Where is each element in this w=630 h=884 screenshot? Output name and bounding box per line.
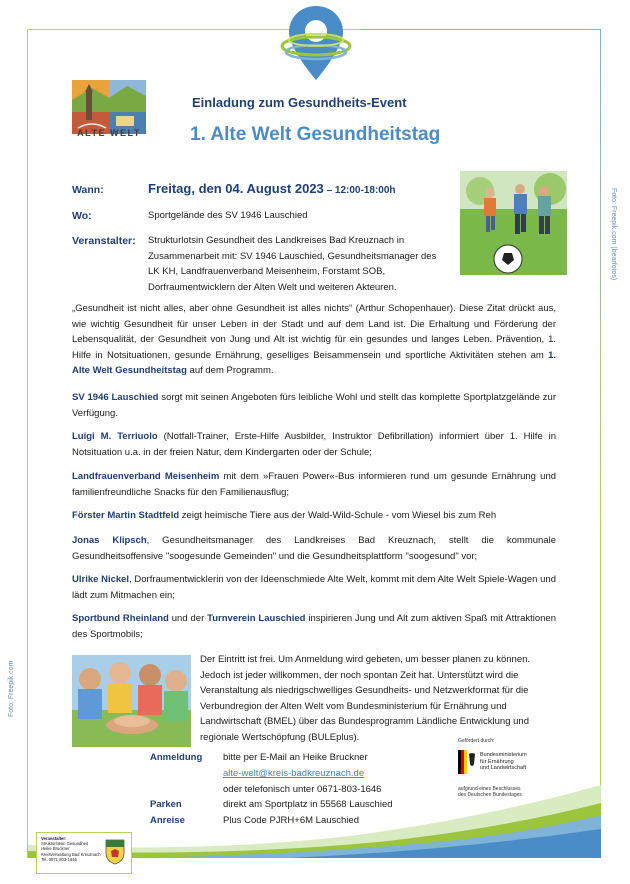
p5-text: , Gesundheitsmanager des Landkreises Bad Kreuznach, stellt die kommunale Gesundheitsoffensive "soogesunde Gemeinden" und die Gesundheitsplattform "soogesund" vor; bbox=[72, 535, 556, 562]
ministry-name-3: und Landwirtschaft bbox=[480, 765, 527, 771]
funded-by-label: Gefördert durch: bbox=[458, 738, 495, 744]
when-label: Wann: bbox=[72, 184, 104, 196]
event-subtitle: Einladung zum Gesundheits-Event bbox=[192, 95, 407, 110]
where-label: Wo: bbox=[72, 210, 92, 222]
p7-text: inspirieren Jung und Alt zum aktiven Spaß mit Attraktionen des Sportmobils; bbox=[72, 613, 556, 640]
p1-name: SV 1946 Lauschied bbox=[72, 392, 159, 403]
intro-paragraph bbox=[72, 301, 556, 379]
registration-email-link[interactable]: alte-welt@kreis-badkreuznach.de bbox=[223, 768, 365, 779]
p3-name: Landfrauenverband Meisenheim bbox=[72, 471, 220, 482]
contact-line-5: Tel. 0671 803-1646 bbox=[41, 856, 77, 862]
paragraph-klipsch bbox=[72, 533, 556, 564]
paragraph-sportbund bbox=[72, 611, 556, 642]
registration-line-3: oder telefonisch unter 0671-803-1646 bbox=[223, 784, 382, 795]
p6-name: Ulrike Nickel bbox=[72, 574, 130, 585]
contact-line-4: Kreisverwaltung Bad Kreuznach bbox=[41, 851, 101, 857]
p6-text: , Dorfraumentwicklerin von der Ideenschmiede Alte Welt, kommt mit dem Alte Welt Spiele-Wagen und lädt zum Mitmachen ein; bbox=[72, 574, 556, 601]
frame-accent-top bbox=[360, 29, 601, 30]
p5-name: Jonas Klipsch bbox=[72, 535, 147, 546]
paragraph-stadtfeld bbox=[72, 508, 556, 524]
travel-value: Plus Code PJRH+6M Lauschied bbox=[223, 815, 359, 826]
paragraph-landfrauen bbox=[72, 469, 556, 500]
when-date: Freitag, den 04. August 2023 bbox=[148, 181, 324, 196]
photo-credit-left: Foto: Freepik.com bbox=[8, 660, 15, 717]
registration-line-1: bitte per E-Mail an Heike Bruckner bbox=[223, 752, 368, 763]
contact-line-1: Veranstalter: bbox=[41, 836, 67, 841]
p3-text: mit dem »Frauen Power«-Bus informieren rund um gesunde Ernährung und familienfreundliche Snacks für den Familienausflug; bbox=[72, 471, 557, 498]
paragraph-terriuolo bbox=[72, 429, 556, 460]
p4-name: Förster Martin Stadtfeld bbox=[72, 510, 180, 521]
organizer-label: Veranstalter: bbox=[72, 235, 136, 247]
ministry-name-2: für Ernährung bbox=[480, 758, 514, 765]
frame-accent-right bbox=[600, 29, 601, 529]
p2-name: Luigi M. Terriuolo bbox=[72, 431, 158, 442]
parking-label: Parken bbox=[150, 799, 182, 810]
bundestag-note-1: aufgrund eines Beschlusses bbox=[458, 786, 521, 792]
district-crest-icon bbox=[105, 839, 125, 865]
free-entry-text: Der Eintritt ist frei. Um Anmeldung wird gebeten, um besser planen zu können. Jedoch ist jeder willkommen, der noch spontan Zeit hat. Unterstützt wird die Veranstaltung als niedrigschwelliges Gesundheits- und Netzwerkformat für die Verbundregion der Alten Welt vom Bundesministerium für Ernährung und Landwirtschaft (BMEL) über das Bundesprogramm Ländliche Entwicklung und regionale Wertschöpfung (BULEplus). bbox=[200, 654, 531, 743]
p2-text: (Notfall-Trainer, Erste-Hilfe Ausbilder, Instruktor Defibrillation) informiert über 1. Hilfe in Notsituation u.a. in der freien Natur, dem Kindergarten oder der Schule; bbox=[72, 431, 557, 458]
intro-text-bold: 1. Alte Welt Gesundheitstag bbox=[72, 349, 556, 376]
contact-line-3: Heike Bruckner bbox=[41, 846, 70, 852]
when-value bbox=[148, 181, 396, 196]
ministry-name bbox=[480, 752, 527, 772]
logo-text: ALTE WELT bbox=[77, 128, 141, 138]
federal-eagle-icon bbox=[458, 750, 476, 774]
intro-text-a: „Gesundheit ist nicht alles, aber ohne Gesundheit ist alles nichts“ (Arthur Schopenhauer). Diese Zitat drückt aus, wie wichtig Gesundheit für unser Leben in der Stadt und auf dem Land ist. Die Erhaltung und Förderung der Lebensqualität, der Gesundheit von Jung und Alt ist wichtig für ein gesundes und langes Leben. Prävention, 1. Hilfe in Notsituationen, gesunde Ernährung, geselliges Beisammensein und sportliche Aktivitäten stehen am bbox=[72, 303, 556, 361]
organizer-value: Strukturlotsin Gesundheit des Landkreises Bad Kreuznach in Zusammenarbeit mit: SV 1946 Lauschied, Gesundheitsmanager des LK KH, Landfrauenverband Meisenheim, Forstamt SOB, Dorfraumentwicklern der Alten Welt und weiteren Akteuren. bbox=[148, 235, 437, 293]
p4-text: zeigt heimische Tiere aus der Wald-Wild-Schule - vom Wiesel bis zum Reh bbox=[179, 510, 497, 521]
parking-value: direkt am Sportplatz in 55568 Lauschied bbox=[223, 799, 393, 810]
p7-name-b: Turnverein Lauschied bbox=[207, 613, 306, 624]
p1-text: sorgt mit seinen Angeboten fürs leibliche Wohl und stellt das komplette Sportplatzgelände zur Verfügung. bbox=[72, 392, 556, 419]
registration-label: Anmeldung bbox=[150, 752, 203, 763]
organizer-contact-box bbox=[36, 832, 132, 874]
p7-mid: und der bbox=[168, 613, 208, 624]
paragraph-nickel bbox=[72, 572, 556, 603]
location-pin-icon bbox=[276, 2, 356, 88]
travel-label: Anreise bbox=[150, 815, 185, 826]
bundestag-note-2: des Deutschen Bundestages bbox=[458, 792, 522, 798]
contact-line-2: Strukturlotsin Gesundheit bbox=[41, 841, 89, 847]
ministry-name-1: Bundesministerium bbox=[480, 752, 527, 758]
when-time: – 12:00-18:00h bbox=[323, 185, 396, 196]
photo-credit-right: Foto: Freepik.com (bearfotos) bbox=[610, 188, 617, 281]
p7-name-a: Sportbund Rheinland bbox=[72, 613, 169, 624]
paragraph-sv-lauschied bbox=[72, 390, 556, 421]
children-hands-photo bbox=[72, 655, 191, 747]
family-football-photo bbox=[460, 171, 567, 275]
event-title: 1. Alte Welt Gesundheitstag bbox=[190, 124, 441, 145]
where-value: Sportgelände des SV 1946 Lauschied bbox=[148, 210, 308, 221]
contact-lines bbox=[41, 836, 101, 862]
intro-text-c: auf dem Programm. bbox=[186, 365, 274, 376]
